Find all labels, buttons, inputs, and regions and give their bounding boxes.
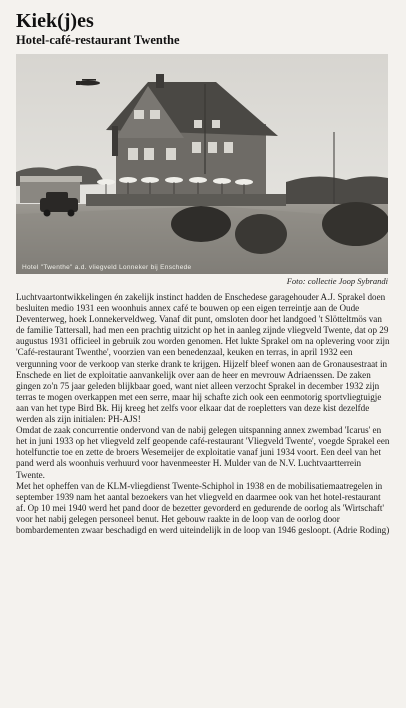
photo-credit: Foto: collectie Joop Sybrandi <box>286 276 388 286</box>
page-title: Kiek(j)es <box>16 10 94 32</box>
paragraph: Omdat de zaak concurrentie ondervond van de nabij gelegen uitspanning annex zwembad 'Icarus' en het in juni 1933 op het vliegveld zelf geopende café-restaurant 'Vliegveld Twente', voegde Sprakel een hotelfunctie toe en zette de broers Wesemeijer de exploitatie vanaf juni 1934 voort. Een deel van het pand werd als woonhuis verhuurd voor havenmeester H. Mulder van de N.V. Luchtvaartterrein Twente. <box>16 425 390 480</box>
hotel-photo-illustration <box>16 54 388 274</box>
article-body <box>16 292 390 536</box>
article-subtitle: Hotel-café-restaurant Twenthe <box>16 33 180 47</box>
paragraph: Luchtvaartontwikkelingen én zakelijk instinct hadden de Enschedese garagehouder A.J. Sprakel doen besluiten medio 1931 een woonhuis annex café te bouwen op een eigen terreintje aan de Oude Deventerweg, hoek Lonnekerveldweg. Vanaf dit punt, omsloten door het landgoed 't Slötteltmös van de familie Tattersall, had men een prachtig uitzicht op het in aanleg zijnde vliegveld Twente, dat op 29 augustus 1931 officieel in gebruik zou worden genomen. Het lukte Sprakel om na oplevering voor zijn 'Café-restaurant Twenthe', voorzien van een benedenzaal, keuken en terras, in april 1932 een vergunning voor de verkoop van sterke drank te krijgen. Hijzelf bleef wonen aan de Gronausestraat in Enschede en liet de exploitatie aanvankelijk over aan de heer en mevrouw Adriaenssen. De zaken gingen zo'n 75 jaar geleden blijkbaar goed, want niet alleen verzocht Sprakel in december 1932 zijn terras te mogen overkappen met een serre, maar hij schafte zich ook een eenmotorig sportvliegtuigje aan van het type Bird Bk. Hij kreeg het zelfs voor elkaar dat de roepletters van deze kist dezelfde werden als zijn initialen: PH-AJS! <box>16 292 390 425</box>
photo-caption: Hotel "Twenthe" a.d. vliegveld Lonneker bij Enschede <box>22 264 192 271</box>
historic-photo <box>16 54 388 274</box>
paragraph: Met het opheffen van de KLM-vliegdienst Twente-Schiphol in 1938 en de mobilisatiemaatregelen in september 1939 nam het aantal bezoekers van het vliegveld en daarmee ook van het hotel-restaurant af. Op 10 mei 1940 werd het pand door de bezetter gevorderd en gedurende de oorlog als 'Wirtschaft' voor het nabij gelegen personeel benut. Het gebouw raakte in de loop van de oorlog door bombardementen zwaar beschadigd en werd uiteindelijk in de loop van 1946 gesloopt. (Adrie Roding) <box>16 480 390 535</box>
